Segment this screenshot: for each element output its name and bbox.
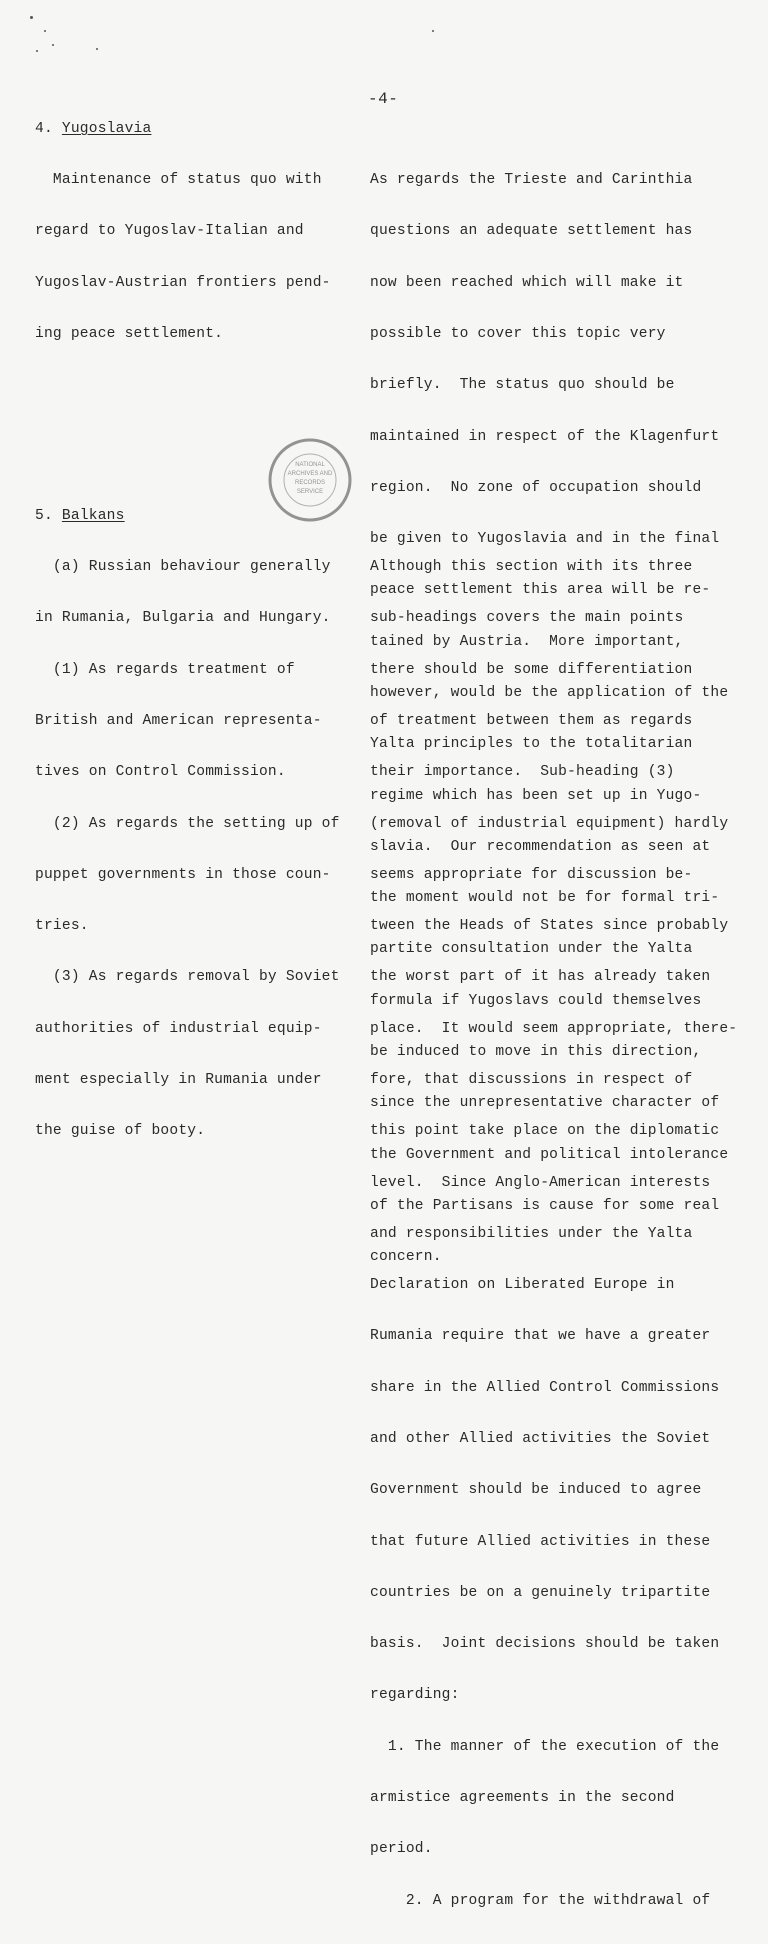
text-line: (removal of industrial equipment) hardly: [370, 815, 729, 832]
stamp-text: ARCHIVES AND: [287, 471, 333, 477]
text-line: ing peace settlement.: [35, 326, 224, 343]
text-line: tries.: [35, 918, 89, 935]
text-line: fore, that discussions in respect of: [370, 1072, 693, 1088]
text-line: regarding:: [370, 1687, 460, 1704]
text-line: Declaration on Liberated Europe in: [370, 1277, 675, 1294]
section-title: Yugoslavia: [61, 121, 152, 137]
scan-speck: [432, 30, 434, 32]
scan-speck: [30, 16, 33, 19]
text-line: peace settlement this area will be re-: [370, 582, 711, 599]
text-line: 2. A program for the withdrawal of: [370, 1892, 711, 1909]
text-line: armistice agreements in the second: [370, 1789, 675, 1806]
section-left-column: [35, 138, 331, 377]
text-line: (1) As regards treatment of: [35, 661, 295, 678]
text-line: however, would be the application of the: [370, 685, 729, 701]
text-line: period.: [370, 1841, 433, 1858]
text-line: be given to Yugoslavia and in the final: [370, 531, 720, 548]
text-line: place. It would seem appropriate, there-: [370, 1020, 738, 1037]
text-line: possible to cover this topic very: [370, 326, 666, 343]
text-line: tained by Austria. More important,: [370, 633, 684, 650]
text-line: Government should be induced to agree: [370, 1482, 702, 1499]
scan-speck: [96, 48, 98, 50]
scan-speck: [52, 44, 54, 46]
scan-speck: [44, 30, 46, 32]
stamp-text: RECORDS: [294, 480, 326, 486]
text-line: tween the Heads of States since probably: [370, 918, 729, 935]
text-line: (3) As regards removal by Soviet: [35, 969, 340, 986]
archive-stamp: [266, 436, 354, 524]
text-line: regime which has been set up in Yugo-: [370, 787, 702, 804]
text-line: basis. Joint decisions should be taken: [370, 1636, 720, 1653]
text-line: formula if Yugoslavs could themselves: [370, 992, 702, 1009]
text-line: ment especially in Rumania under: [35, 1072, 322, 1088]
text-line: of the Partisans is cause for some real: [370, 1197, 720, 1214]
page-number: -4-: [368, 90, 399, 108]
text-line: since the unrepresentative character of: [370, 1095, 720, 1112]
text-line: seems appropriate for discussion be-: [370, 866, 693, 883]
text-line: this point take place on the diplomatic: [370, 1123, 720, 1140]
text-line: Rumania require that we have a greater: [370, 1328, 711, 1345]
section-heading: [35, 121, 151, 138]
stamp-text: NATIONAL: [295, 462, 325, 468]
text-line: in Rumania, Bulgaria and Hungary.: [35, 610, 331, 627]
section-number: 5.: [35, 508, 53, 524]
text-line: now been reached which will make it: [370, 274, 684, 291]
text-line: puppet governments in those coun-: [35, 866, 331, 883]
section-number: 4.: [35, 121, 53, 137]
scan-speck: [36, 50, 38, 52]
text-line: questions an adequate settlement has: [370, 223, 693, 240]
text-line: the Government and political intolerance: [370, 1146, 729, 1163]
stamp-text: SERVICE: [296, 489, 324, 495]
text-line: of treatment between them as regards: [370, 713, 693, 730]
text-line: that future Allied activities in these: [370, 1533, 711, 1550]
text-line: Although this section with its three: [370, 559, 693, 576]
section-heading: [35, 508, 125, 525]
text-line: briefly. The status quo should be: [370, 377, 675, 394]
text-line: region. No zone of occupation should: [370, 479, 702, 496]
text-line: (2) As regards the setting up of: [35, 815, 340, 832]
text-line: authorities of industrial equip-: [35, 1020, 322, 1037]
text-line: level. Since Anglo-American interests: [370, 1174, 711, 1191]
text-line: be induced to move in this direction,: [370, 1043, 702, 1060]
text-line: (a) Russian behaviour generally: [35, 559, 331, 576]
text-line: partite consultation under the Yalta: [370, 941, 693, 958]
text-line: share in the Allied Control Commissions: [370, 1379, 720, 1396]
text-line: As regards the Trieste and Carinthia: [370, 172, 693, 189]
section-left-column: [35, 525, 340, 1175]
section-right-column: [370, 525, 737, 1944]
text-line: tives on Control Commission.: [35, 764, 286, 781]
text-line: there should be some differentiation: [370, 661, 693, 678]
text-line: the moment would not be for formal tri-: [370, 890, 720, 907]
text-line: regard to Yugoslav-Italian and: [35, 223, 304, 240]
text-line: 1. The manner of the execution of the: [370, 1738, 720, 1755]
text-line: their importance. Sub-heading (3): [370, 764, 675, 781]
text-line: and other Allied activities the Soviet: [370, 1430, 711, 1447]
text-line: the guise of booty.: [35, 1123, 206, 1140]
text-line: Maintenance of status quo with: [35, 172, 322, 189]
text-line: slavia. Our recommendation as seen at: [370, 838, 711, 855]
text-line: British and American representa-: [35, 713, 322, 730]
text-line: Yalta principles to the totalitarian: [370, 736, 693, 753]
section-title: Balkans: [61, 508, 125, 524]
text-line: and responsibilities under the Yalta: [370, 1225, 693, 1242]
text-line: concern.: [370, 1249, 442, 1266]
text-line: maintained in respect of the Klagenfurt: [370, 428, 720, 445]
text-line: the worst part of it has already taken: [370, 969, 711, 986]
text-line: Yugoslav-Austrian frontiers pend-: [35, 274, 331, 291]
text-line: sub-headings covers the main points: [370, 610, 684, 627]
text-line: countries be on a genuinely tripartite: [370, 1584, 711, 1601]
